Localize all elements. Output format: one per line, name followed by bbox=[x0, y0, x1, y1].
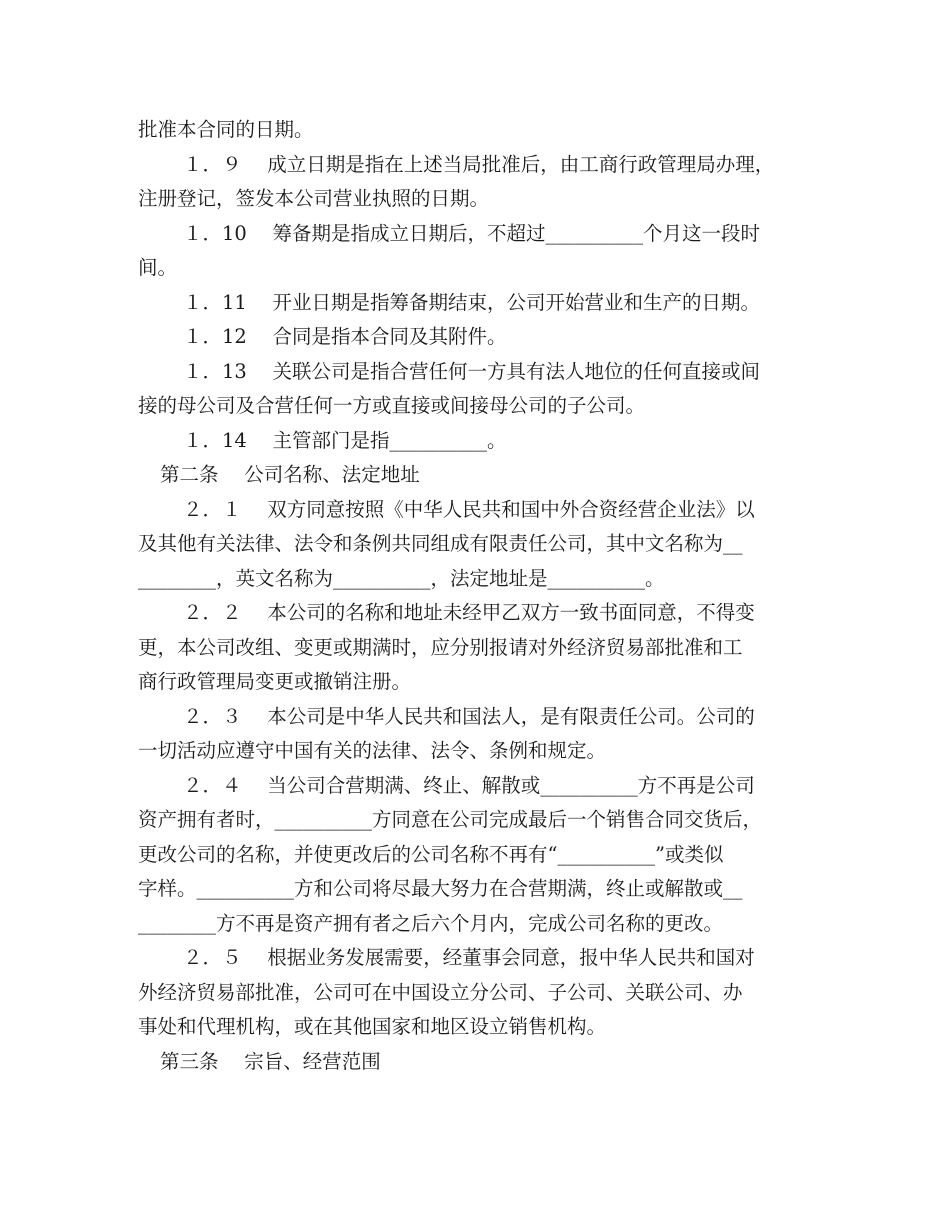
paragraph-line: ________，英文名称为__________，法定地址是__________。 bbox=[138, 566, 665, 590]
clause-1-9: １．９ 成立日期是指在上述当局批准后，由工商行政管理局办理， bbox=[183, 152, 775, 176]
clause-1-11: １．11 开业日期是指筹备期结束，公司开始营业和生产的日期。 bbox=[183, 290, 761, 314]
paragraph-line: 更改公司的名称，并使更改后的公司名称不再有“__________”或类似 bbox=[138, 842, 724, 866]
clause-2-5: ２．５ 根据业务发展需要，经董事会同意，报中华人民共和国对 bbox=[183, 946, 755, 969]
clause-1-10: １．10 筹备期是指成立日期后，不超过__________个月这一段时 bbox=[183, 221, 761, 245]
clause-1-12: １．12 合同是指本合同及其附件。 bbox=[183, 325, 507, 348]
paragraph-line: 及其他有关法律、法令和条例共同组成有限责任公司，其中文名称为__ bbox=[138, 532, 743, 555]
article-2-heading: 第二条 公司名称、法定地址 bbox=[160, 463, 420, 486]
paragraph-line: 资产拥有者时，__________方同意在公司完成最后一个销售合同交货后， bbox=[138, 808, 763, 831]
document-body bbox=[138, 113, 820, 1079]
clause-2-2: ２．２ 本公司的名称和地址未经甲乙双方一致书面同意，不得变 bbox=[183, 601, 755, 624]
paragraph-line: 商行政管理局变更或撤销注册。 bbox=[138, 670, 412, 693]
paragraph-line: 更，本公司改组、变更或期满时，应分别报请对外经济贸易部批准和工 bbox=[138, 635, 743, 659]
paragraph-line: 事处和代理机构，或在其他国家和地区设立销售机构。 bbox=[138, 1015, 607, 1038]
paragraph-line: 一切活动应遵守中国有关的法律、法令、条例和规定。 bbox=[138, 739, 607, 762]
paragraph-line: 间。 bbox=[138, 256, 178, 279]
paragraph-line: 外经济贸易部批准，公司可在中国设立分公司、子公司、关联公司、办 bbox=[138, 980, 743, 1004]
paragraph-line: 字样。__________方和公司将尽最大努力在合营期满，终止或解散或__ bbox=[138, 877, 743, 900]
clause-1-14: １．14 主管部门是指__________。 bbox=[183, 428, 507, 452]
paragraph-line: ________方不再是资产拥有者之后六个月内，完成公司名称的更改。 bbox=[138, 911, 724, 935]
clause-2-4: ２．４ 当公司合营期满、终止、解散或__________方不再是公司 bbox=[183, 773, 755, 797]
paragraph-line: 注册登记，签发本公司营业执照的日期。 bbox=[138, 187, 490, 210]
article-3-heading: 第三条 宗旨、经营范围 bbox=[160, 1049, 381, 1073]
clause-1-13: １．13 关联公司是指合营任何一方具有法人地位的任何直接或间 bbox=[183, 359, 761, 383]
clause-2-3: ２．３ 本公司是中华人民共和国法人，是有限责任公司。公司的 bbox=[183, 704, 755, 728]
paragraph-line: 批准本合同的日期。 bbox=[138, 118, 314, 141]
clause-2-1: ２．１ 双方同意按照《中华人民共和国中外合资经营企业法》以 bbox=[183, 497, 755, 521]
paragraph-line: 接的母公司及合营任何一方或直接或间接母公司的子公司。 bbox=[138, 394, 646, 417]
